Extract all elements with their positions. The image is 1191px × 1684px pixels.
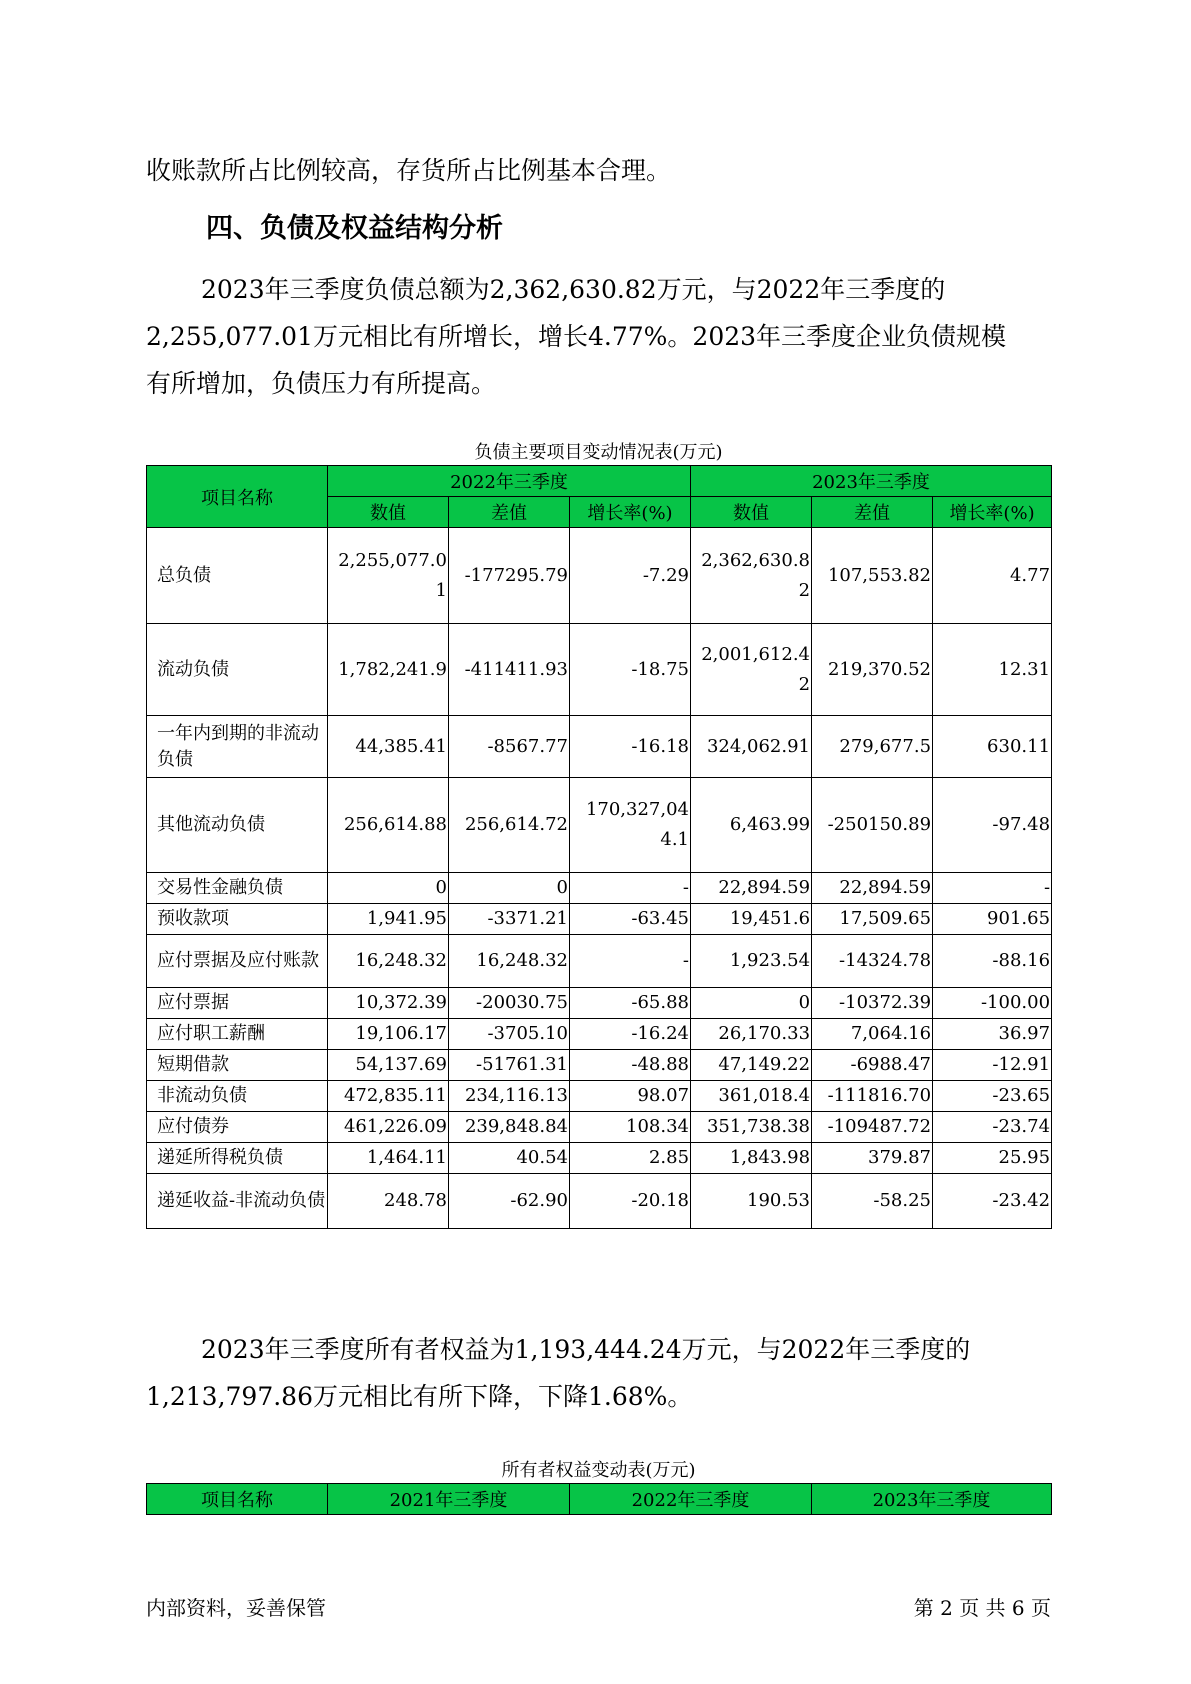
row-label: 递延所得税负债 bbox=[147, 1143, 328, 1174]
cell-g22: -18.75 bbox=[570, 624, 691, 716]
cell-d23: 219,370.52 bbox=[812, 624, 933, 716]
cell-v23: 351,738.38 bbox=[691, 1112, 812, 1143]
row-label: 总负债 bbox=[147, 528, 328, 624]
cell-v23: 2,001,612.42 bbox=[691, 624, 812, 716]
cell-d23: 279,677.5 bbox=[812, 716, 933, 778]
header-period-2022: 2022年三季度 bbox=[570, 1484, 812, 1515]
cell-d22: -62.90 bbox=[449, 1174, 570, 1229]
cell-v22: 1,464.11 bbox=[328, 1143, 449, 1174]
cell-v23: 324,062.91 bbox=[691, 716, 812, 778]
cell-d23: -14324.78 bbox=[812, 935, 933, 988]
cell-v22: 54,137.69 bbox=[328, 1050, 449, 1081]
cell-g23: -23.42 bbox=[933, 1174, 1052, 1229]
row-label: 应付债券 bbox=[147, 1112, 328, 1143]
table-row bbox=[147, 935, 1052, 988]
equity-paragraph bbox=[146, 1326, 1051, 1420]
header-value: 数值 bbox=[691, 497, 812, 528]
cell-g23: -23.65 bbox=[933, 1081, 1052, 1112]
row-label: 交易性金融负债 bbox=[147, 873, 328, 904]
header-diff: 差值 bbox=[449, 497, 570, 528]
equity-table-caption: 所有者权益变动表(万元) bbox=[501, 1460, 696, 1481]
cell-g22: 170,327,044.1 bbox=[570, 778, 691, 873]
cell-d23: -250150.89 bbox=[812, 778, 933, 873]
cell-g23: -12.91 bbox=[933, 1050, 1052, 1081]
cell-v23: 2,362,630.82 bbox=[691, 528, 812, 624]
cell-v22: 472,835.11 bbox=[328, 1081, 449, 1112]
cell-d22: 0 bbox=[449, 873, 570, 904]
debt-paragraph bbox=[146, 266, 1051, 407]
header-period-2022: 2022年三季度 bbox=[328, 466, 691, 497]
cell-g23: -97.48 bbox=[933, 778, 1052, 873]
cell-g22: - bbox=[570, 873, 691, 904]
cell-g23: - bbox=[933, 873, 1052, 904]
cell-v23: 19,451.6 bbox=[691, 904, 812, 935]
header-period-2023: 2023年三季度 bbox=[691, 466, 1052, 497]
table-row bbox=[147, 624, 1052, 716]
cell-g23: 4.77 bbox=[933, 528, 1052, 624]
paragraph-line: 收账款所占比例较高，存货所占比例基本合理。 bbox=[146, 156, 672, 185]
cell-d22: -3705.10 bbox=[449, 1019, 570, 1050]
cell-d23: 7,064.16 bbox=[812, 1019, 933, 1050]
cell-v22: 461,226.09 bbox=[328, 1112, 449, 1143]
cell-g22: 2.85 bbox=[570, 1143, 691, 1174]
cell-d23: -6988.47 bbox=[812, 1050, 933, 1081]
cell-v23: 26,170.33 bbox=[691, 1019, 812, 1050]
table-row bbox=[147, 904, 1052, 935]
cell-d23: 17,509.65 bbox=[812, 904, 933, 935]
cell-v23: 361,018.4 bbox=[691, 1081, 812, 1112]
header-period-2023: 2023年三季度 bbox=[812, 1484, 1052, 1515]
header-growth: 增长率(%) bbox=[933, 497, 1052, 528]
cell-v22: 16,248.32 bbox=[328, 935, 449, 988]
cell-g23: 901.65 bbox=[933, 904, 1052, 935]
cell-g23: -88.16 bbox=[933, 935, 1052, 988]
cell-d22: -8567.77 bbox=[449, 716, 570, 778]
row-label: 流动负债 bbox=[147, 624, 328, 716]
paragraph-line: 有所增加，负债压力有所提高。 bbox=[146, 369, 497, 398]
cell-d23: 107,553.82 bbox=[812, 528, 933, 624]
cell-d22: 16,248.32 bbox=[449, 935, 570, 988]
cell-g23: -100.00 bbox=[933, 988, 1052, 1019]
cell-g22: -16.24 bbox=[570, 1019, 691, 1050]
section-heading: 四、负债及权益结构分析 bbox=[206, 213, 503, 244]
cell-g23: -23.74 bbox=[933, 1112, 1052, 1143]
cell-d22: 256,614.72 bbox=[449, 778, 570, 873]
cell-v22: 0 bbox=[328, 873, 449, 904]
table-row bbox=[147, 778, 1052, 873]
cell-g22: -16.18 bbox=[570, 716, 691, 778]
cell-d22: -177295.79 bbox=[449, 528, 570, 624]
row-label: 应付票据 bbox=[147, 988, 328, 1019]
cell-v22: 248.78 bbox=[328, 1174, 449, 1229]
top-paragraph bbox=[146, 148, 1051, 193]
cell-g23: 630.11 bbox=[933, 716, 1052, 778]
cell-g22: -20.18 bbox=[570, 1174, 691, 1229]
cell-v22: 10,372.39 bbox=[328, 988, 449, 1019]
cell-d23: -111816.70 bbox=[812, 1081, 933, 1112]
cell-v22: 2,255,077.01 bbox=[328, 528, 449, 624]
cell-v22: 256,614.88 bbox=[328, 778, 449, 873]
cell-v23: 190.53 bbox=[691, 1174, 812, 1229]
row-label: 短期借款 bbox=[147, 1050, 328, 1081]
header-item-name: 项目名称 bbox=[147, 466, 328, 528]
paragraph-line: 1,213,797.86万元相比有所下降，下降1.68%。 bbox=[146, 1382, 693, 1411]
table-row bbox=[147, 1081, 1052, 1112]
cell-v23: 22,894.59 bbox=[691, 873, 812, 904]
header-value: 数值 bbox=[328, 497, 449, 528]
cell-d22: -20030.75 bbox=[449, 988, 570, 1019]
table-row bbox=[147, 716, 1052, 778]
row-label: 一年内到期的非流动负债 bbox=[147, 716, 328, 778]
header-period-2021: 2021年三季度 bbox=[328, 1484, 570, 1515]
paragraph-line: 2023年三季度所有者权益为1,193,444.24万元，与2022年三季度的 bbox=[201, 1335, 971, 1364]
paragraph-line: 2023年三季度负债总额为2,362,630.82万元，与2022年三季度的 bbox=[201, 275, 946, 304]
table-row bbox=[147, 1019, 1052, 1050]
cell-d23: 379.87 bbox=[812, 1143, 933, 1174]
cell-v22: 44,385.41 bbox=[328, 716, 449, 778]
row-label: 其他流动负债 bbox=[147, 778, 328, 873]
cell-d23: -58.25 bbox=[812, 1174, 933, 1229]
cell-g22: -7.29 bbox=[570, 528, 691, 624]
cell-d22: -3371.21 bbox=[449, 904, 570, 935]
footer-note: 内部资料，妥善保管 bbox=[146, 1596, 326, 1620]
cell-v22: 1,782,241.9 bbox=[328, 624, 449, 716]
debt-table bbox=[146, 465, 1052, 1229]
table-row bbox=[147, 1050, 1052, 1081]
page-number: 第 2 页 共 6 页 bbox=[913, 1596, 1051, 1620]
equity-table bbox=[146, 1483, 1052, 1515]
cell-d22: 40.54 bbox=[449, 1143, 570, 1174]
row-label: 应付职工薪酬 bbox=[147, 1019, 328, 1050]
table-row bbox=[147, 873, 1052, 904]
table-row bbox=[147, 988, 1052, 1019]
header-diff: 差值 bbox=[812, 497, 933, 528]
cell-v22: 1,941.95 bbox=[328, 904, 449, 935]
cell-v23: 1,843.98 bbox=[691, 1143, 812, 1174]
table-row bbox=[147, 1143, 1052, 1174]
debt-table-caption: 负债主要项目变动情况表(万元) bbox=[474, 442, 723, 463]
cell-d23: 22,894.59 bbox=[812, 873, 933, 904]
cell-g23: 25.95 bbox=[933, 1143, 1052, 1174]
table-row bbox=[147, 1112, 1052, 1143]
cell-v23: 1,923.54 bbox=[691, 935, 812, 988]
cell-v23: 6,463.99 bbox=[691, 778, 812, 873]
cell-d22: 234,116.13 bbox=[449, 1081, 570, 1112]
cell-d23: -10372.39 bbox=[812, 988, 933, 1019]
cell-g23: 36.97 bbox=[933, 1019, 1052, 1050]
cell-d22: -51761.31 bbox=[449, 1050, 570, 1081]
header-growth: 增长率(%) bbox=[570, 497, 691, 528]
cell-v22: 19,106.17 bbox=[328, 1019, 449, 1050]
cell-g22: - bbox=[570, 935, 691, 988]
cell-g22: -65.88 bbox=[570, 988, 691, 1019]
cell-g22: 98.07 bbox=[570, 1081, 691, 1112]
cell-d23: -109487.72 bbox=[812, 1112, 933, 1143]
cell-g22: -63.45 bbox=[570, 904, 691, 935]
cell-g22: 108.34 bbox=[570, 1112, 691, 1143]
row-label: 非流动负债 bbox=[147, 1081, 328, 1112]
cell-d22: 239,848.84 bbox=[449, 1112, 570, 1143]
paragraph-line: 2,255,077.01万元相比有所增长，增长4.77%。2023年三季度企业负债规模 bbox=[146, 322, 1007, 351]
header-item-name: 项目名称 bbox=[147, 1484, 328, 1515]
cell-g22: -48.88 bbox=[570, 1050, 691, 1081]
cell-d22: -411411.93 bbox=[449, 624, 570, 716]
cell-g23: 12.31 bbox=[933, 624, 1052, 716]
cell-v23: 47,149.22 bbox=[691, 1050, 812, 1081]
row-label: 应付票据及应付账款 bbox=[147, 935, 328, 988]
row-label: 预收款项 bbox=[147, 904, 328, 935]
cell-v23: 0 bbox=[691, 988, 812, 1019]
table-row bbox=[147, 1174, 1052, 1229]
row-label: 递延收益-非流动负债 bbox=[147, 1174, 328, 1229]
table-row bbox=[147, 528, 1052, 624]
